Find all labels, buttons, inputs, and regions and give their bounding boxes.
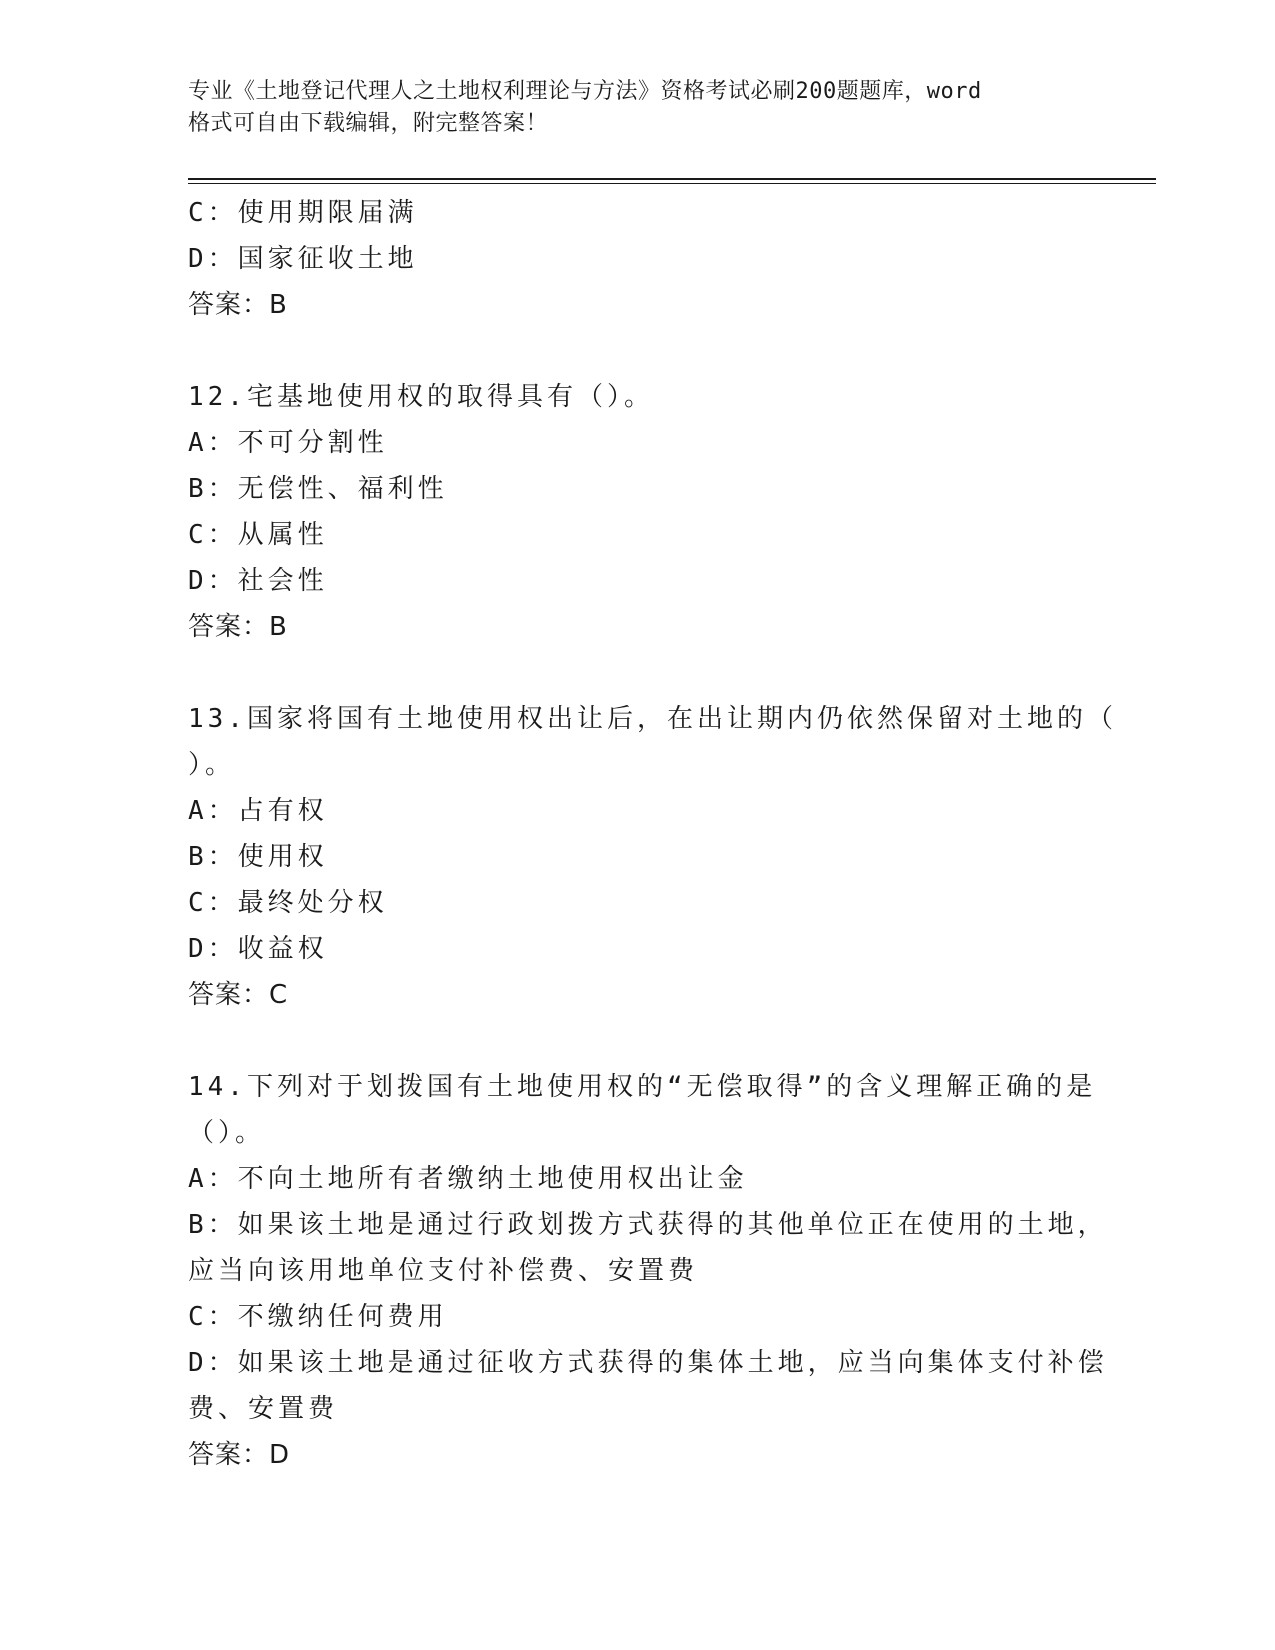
question-block-12 — [188, 374, 1068, 650]
header-title-line-1: 专业《土地登记代理人之土地权利理论与方法》资格考试必刷200题题库，word — [188, 79, 982, 104]
answer-line: 答案：B — [188, 290, 288, 320]
option-d: D：社会性 — [188, 566, 328, 596]
option-b: B：使用权 — [188, 842, 328, 872]
option-a: A：不可分割性 — [188, 428, 388, 458]
header-title-line-2: 格式可自由下载编辑，附完整答案！ — [188, 111, 549, 136]
option-a: A：占有权 — [188, 796, 328, 826]
option-c: C：不缴纳任何费用 — [188, 1302, 448, 1332]
option-d: D：国家征收土地 — [188, 244, 418, 274]
question-stem: 12.宅基地使用权的取得具有（）。 — [188, 382, 654, 412]
question-stem-line-1: 13.国家将国有土地使用权出让后，在出让期内仍依然保留对土地的（ — [188, 704, 1117, 734]
question-stem-line-2: ）。 — [188, 750, 236, 780]
option-d-line-1: D：如果该土地是通过征收方式获得的集体土地，应当向集体支付补偿 — [188, 1348, 1108, 1378]
question-list — [188, 190, 1117, 1478]
option-d-line-2: 费、安置费 — [188, 1394, 339, 1424]
option-b-line-2: 应当向该用地单位支付补偿费、安置费 — [188, 1256, 699, 1286]
spacer — [188, 1018, 1068, 1064]
spacer — [188, 650, 1068, 696]
option-d: D：收益权 — [188, 934, 328, 964]
question-block-13 — [188, 696, 1117, 1018]
question-stem-line-2: （）。 — [188, 1118, 266, 1148]
option-b-line-1: B：如果该土地是通过行政划拨方式获得的其他单位正在使用的土地， — [188, 1210, 1108, 1240]
option-c: C：使用期限届满 — [188, 198, 418, 228]
option-c: C：最终处分权 — [188, 888, 388, 918]
question-block-14 — [188, 1064, 1108, 1478]
answer-line: 答案：D — [188, 1440, 291, 1470]
answer-line: 答案：C — [188, 980, 289, 1010]
option-a: A：不向土地所有者缴纳土地使用权出让金 — [188, 1164, 748, 1194]
spacer — [188, 328, 1068, 374]
question-block-11 — [188, 190, 1068, 328]
header-divider — [188, 178, 1156, 180]
answer-line: 答案：B — [188, 612, 288, 642]
document-header — [188, 76, 1068, 140]
option-c: C：从属性 — [188, 520, 328, 550]
question-stem-line-1: 14.下列对于划拨国有土地使用权的“无偿取得”的含义理解正确的是 — [188, 1072, 1097, 1102]
option-b: B：无偿性、福利性 — [188, 474, 448, 504]
